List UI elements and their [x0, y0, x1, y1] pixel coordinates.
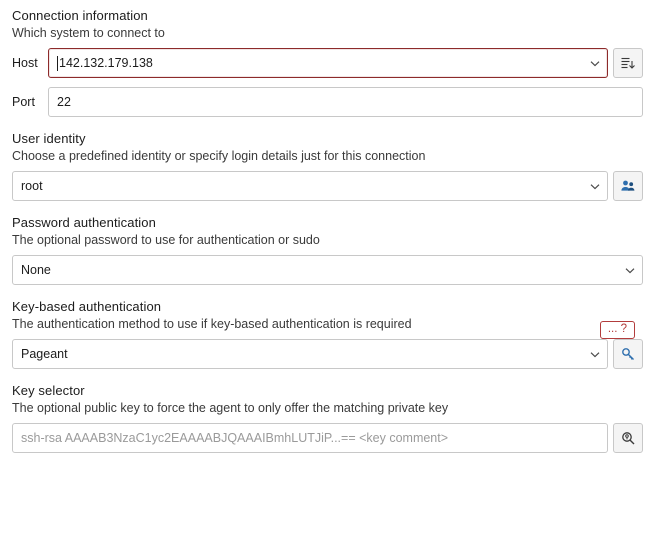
- key-selector-description: The optional public key to force the agent to only offer the matching private key: [12, 401, 449, 415]
- chevron-down-icon: [590, 350, 599, 359]
- text-caret: [57, 56, 58, 71]
- key-selector-row: [12, 423, 643, 453]
- key-based-authentication-header-row: [12, 317, 643, 339]
- host-row: [12, 48, 643, 78]
- key-agent-button[interactable]: [613, 339, 643, 369]
- user-identity-row: [12, 171, 643, 201]
- key-based-authentication-section: [12, 299, 643, 369]
- key-based-authentication-select[interactable]: [12, 339, 608, 369]
- port-row: [12, 87, 643, 117]
- chevron-down-icon: [625, 266, 634, 275]
- user-identity-description: Choose a predefined identity or specify login details just for this connection: [12, 149, 426, 163]
- host-list-button[interactable]: [613, 48, 643, 78]
- manage-identities-button[interactable]: [613, 171, 643, 201]
- help-badge[interactable]: ... ?: [600, 321, 635, 340]
- connection-information-section: [12, 8, 643, 117]
- host-input[interactable]: [48, 48, 608, 78]
- user-identity-value: root: [21, 179, 43, 193]
- host-value: 142.132.179.138: [59, 56, 153, 70]
- key-search-icon: [620, 430, 636, 446]
- user-identity-section: [12, 131, 643, 201]
- key-selector-section: [12, 383, 643, 453]
- port-label: Port: [12, 95, 35, 109]
- password-authentication-row: [12, 255, 643, 285]
- host-label: Host: [12, 56, 38, 70]
- key-based-authentication-description: The authentication method to use if key-based authentication is required: [12, 317, 412, 331]
- password-authentication-value: None: [21, 263, 51, 277]
- chevron-down-icon: [590, 59, 599, 68]
- key-based-authentication-row: [12, 339, 643, 369]
- port-input[interactable]: [48, 87, 643, 117]
- key-selector-title: Key selector: [12, 383, 85, 398]
- chevron-down-icon: [590, 182, 599, 191]
- key-based-authentication-title: Key-based authentication: [12, 299, 162, 314]
- user-identity-title: User identity: [12, 131, 86, 146]
- password-authentication-select[interactable]: [12, 255, 643, 285]
- manage-identities-icon: [620, 178, 636, 194]
- connection-information-description: Which system to connect to: [12, 26, 165, 40]
- key-browse-button[interactable]: [613, 423, 643, 453]
- port-value: 22: [57, 95, 71, 109]
- password-authentication-section: [12, 215, 643, 285]
- key-based-authentication-value: Pageant: [21, 347, 68, 361]
- key-agent-icon: [620, 346, 636, 362]
- key-selector-input[interactable]: [12, 423, 608, 453]
- password-authentication-title: Password authentication: [12, 215, 156, 230]
- user-identity-select[interactable]: [12, 171, 608, 201]
- host-list-icon: [620, 55, 636, 71]
- connection-information-title: Connection information: [12, 8, 148, 23]
- password-authentication-description: The optional password to use for authentication or sudo: [12, 233, 320, 247]
- key-selector-placeholder: ssh-rsa AAAAB3NzaC1yc2EAAAABJQAAAIBmhLUTJiP...== <key comment>: [21, 431, 449, 445]
